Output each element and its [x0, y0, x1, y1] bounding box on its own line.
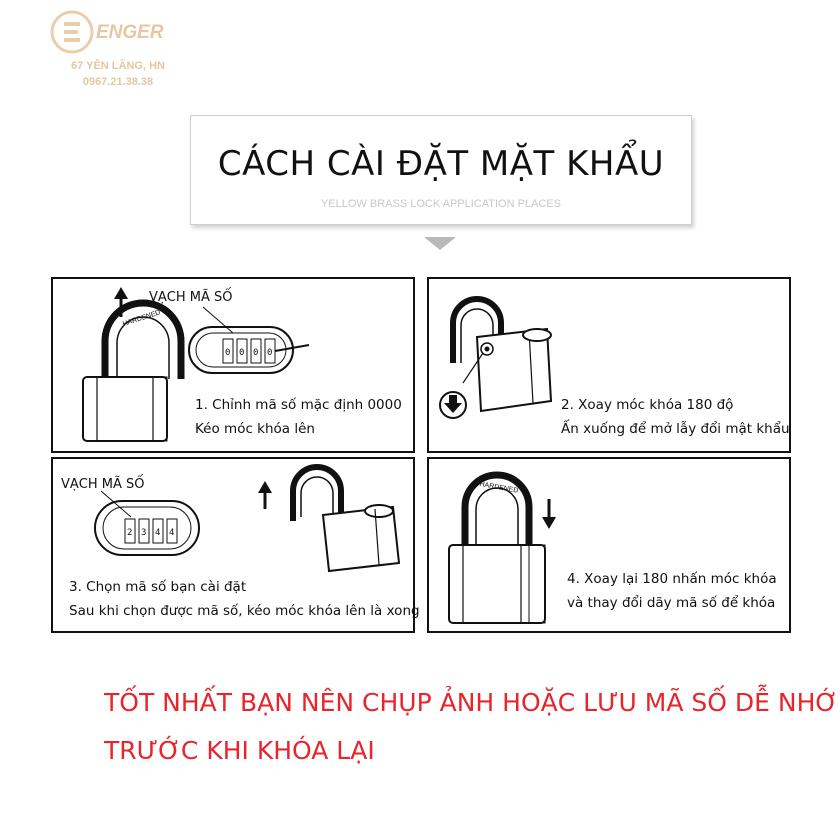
title-box — [190, 115, 692, 225]
store-address: 67 YÊN LÃNG, HN — [71, 60, 165, 72]
step-1-panel — [51, 277, 415, 453]
step-3-panel — [51, 457, 420, 633]
step-2-panel — [427, 277, 791, 453]
store-phone: 0967.21.38.38 — [82, 76, 154, 88]
page-subtitle: YELLOW BRASS LOCK APPLICATION PLACES — [320, 198, 562, 210]
hardened-stamp: HARDENED — [121, 309, 162, 328]
code-mark-label: VẠCH MÃ SỐ — [149, 290, 233, 305]
digit-4: 0 — [267, 348, 273, 358]
step-4-line-1: 4. Xoay lại 180 nhấn móc khóa — [567, 571, 777, 587]
code-mark-label: VẠCH MÃ SỐ — [61, 477, 145, 492]
digit-3: 4 — [155, 528, 161, 538]
step-1-line-2: Kéo móc khóa lên — [195, 421, 315, 437]
digit-3: 0 — [253, 348, 259, 358]
enger-logo-icon — [46, 4, 190, 60]
warning-note-line-2: TRƯỚC KHI KHÓA LẠI — [104, 736, 375, 765]
digit-2: 0 — [239, 348, 245, 358]
digit-1: 2 — [127, 528, 133, 538]
page-title: CÁCH CÀI ĐẶT MẶT KHẨU — [217, 144, 665, 184]
digit-1: 0 — [225, 348, 231, 358]
step-4-line-2: và thay đổi dãy mã số để khóa — [567, 595, 776, 611]
logo-brand: ENGER — [96, 22, 164, 43]
step-3-line-1: 3. Chọn mã số bạn cài đặt — [69, 579, 247, 595]
store-logo — [46, 4, 190, 92]
step-2-line-2: Ấn xuống để mở lẫy đổi mật khẩu — [561, 421, 790, 437]
step-2-line-1: 2. Xoay móc khóa 180 độ — [561, 397, 734, 413]
step-1-line-1: 1. Chỉnh mã số mặc định 0000 — [195, 397, 402, 413]
step-3-line-2: Sau khi chọn được mã số, kéo móc khóa lên là xong — [69, 603, 420, 619]
step-4-panel — [427, 457, 791, 633]
down-triangle-icon — [424, 237, 456, 250]
digit-2: 3 — [141, 528, 147, 538]
hardened-stamp: HARDENED — [478, 480, 519, 495]
warning-note-line-1: TỐT NHẤT BẠN NÊN CHỤP ẢNH HOẶC LƯU MÃ SỐ DỄ NHỚ — [104, 688, 839, 717]
digit-4: 4 — [169, 528, 175, 538]
